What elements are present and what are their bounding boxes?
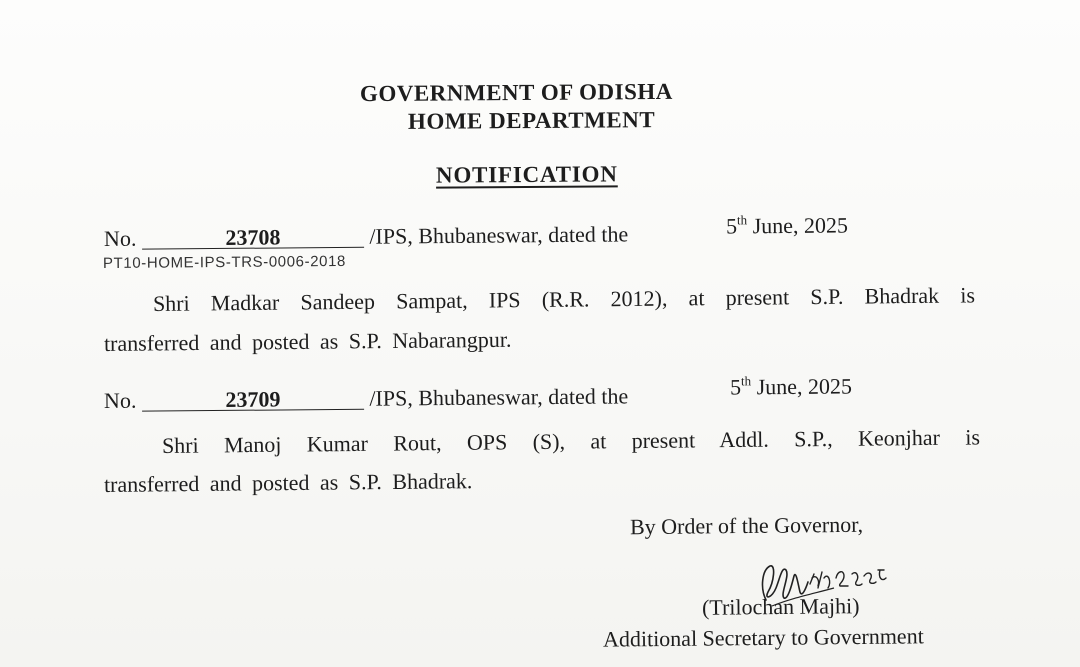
notification-number-line-1 (104, 221, 628, 252)
date-ordinal: th (740, 373, 752, 389)
notification-suffix: /IPS, Bhubaneswar, dated the (369, 221, 629, 249)
notification-body-2-line-1: Shri Manoj Kumar Rout, OPS (S), at present Addl. S.P., Keonjhar is (161, 424, 981, 458)
date-month-year: June, 2025 (751, 373, 853, 400)
notification-body-2-line-2: transferred and posted as S.P. Bhadrak. (103, 468, 473, 497)
notification-number-line-2 (104, 383, 628, 414)
date-ordinal: th (736, 212, 748, 228)
number-label: No. (103, 225, 137, 251)
notification-number: 23708 (142, 227, 364, 250)
date-month-year: June, 2025 (747, 212, 849, 239)
date-day: 5 (725, 213, 738, 239)
government-heading: GOVERNMENT OF ODISHA (359, 78, 673, 107)
number-label: No. (103, 387, 137, 413)
notification-suffix: /IPS, Bhubaneswar, dated the (369, 383, 629, 411)
by-order-text: By Order of the Governor, (629, 511, 864, 540)
notification-body-1-line-1: Shri Madkar Sandeep Sampat, IPS (R.R. 2012), at present S.P. Bhadrak is (152, 282, 976, 316)
signatory-name: (Trilochan Majhi) (701, 593, 860, 620)
notification-date-1 (726, 211, 848, 239)
department-heading: HOME DEPARTMENT (407, 107, 656, 134)
signatory-designation: Additional Secretary to Government (602, 623, 924, 652)
notification-date-2 (730, 372, 852, 400)
file-reference: PT10-HOME-IPS-TRS-0006-2018 (102, 252, 347, 273)
notification-number: 23709 (142, 389, 364, 412)
notification-body-1-line-2: transferred and posted as S.P. Nabarangpur. (103, 326, 512, 356)
date-day: 5 (729, 374, 742, 400)
notification-title: NOTIFICATION (435, 161, 618, 188)
